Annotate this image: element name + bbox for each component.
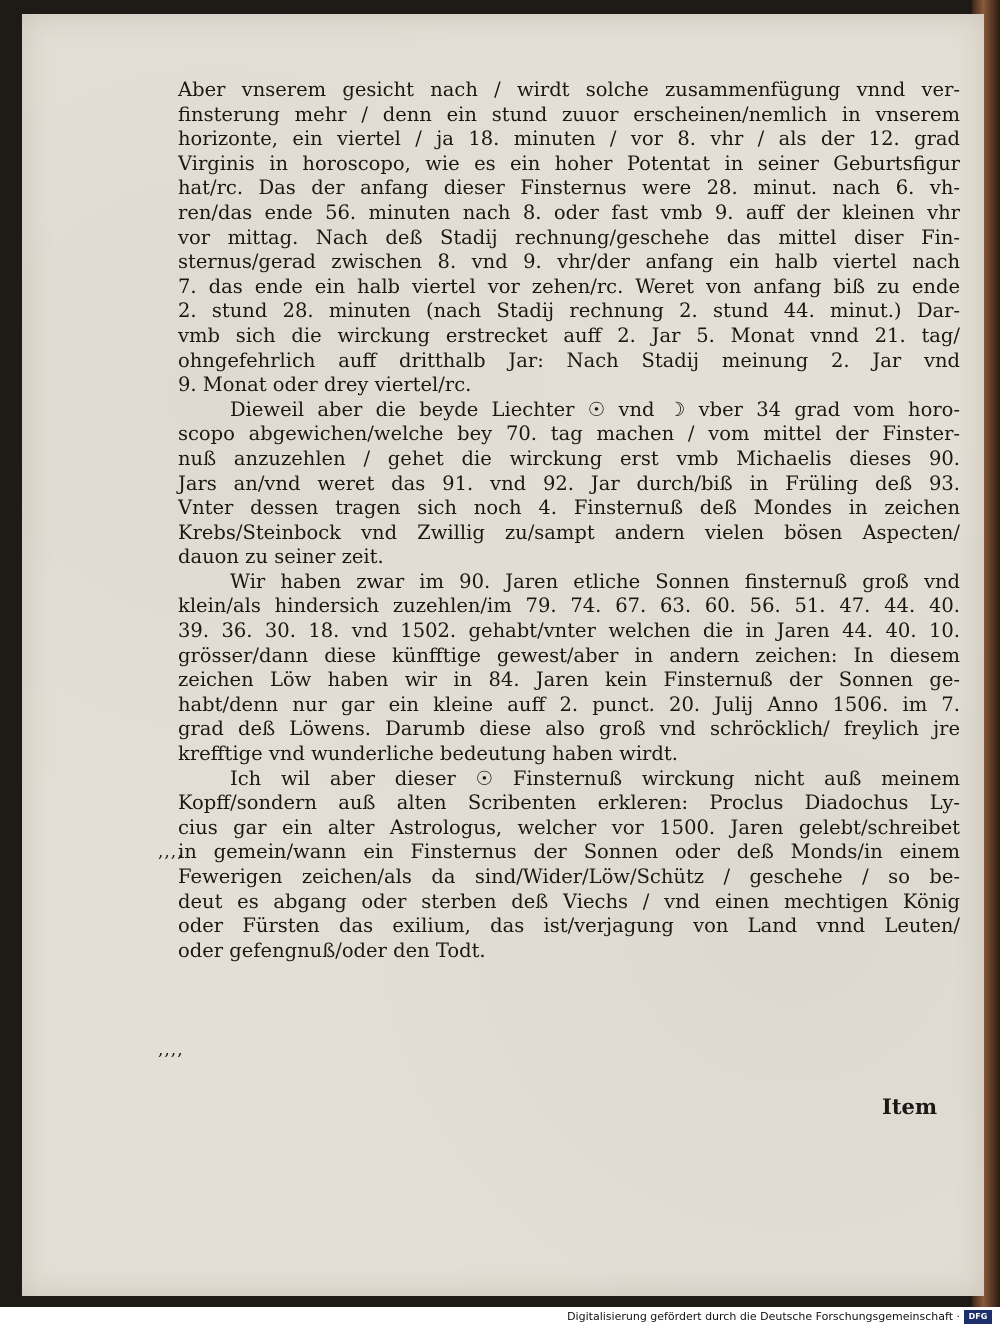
paragraph-start-line: Wir haben zwar im 90. Jaren etliche Sonnen finsternuß groß vnd [230, 569, 960, 593]
text-line: Aber vnserem gesicht nach / wirdt solche zusammenfügung vnnd ver- [178, 78, 960, 101]
text-line: Krebs/Steinbock vnd Zwillig zu/sampt andern vielen bösen Aspecten/ [178, 520, 960, 544]
text-line: 2. stund 28. minuten (nach Stadij rechnung 2. stund 44. minut.) Dar- [178, 299, 960, 323]
text-line: nuß anzuzehlen / gehet die wirckung erst vmb Michaelis dieses 90. [178, 446, 960, 470]
text-line: 9. Monat oder drey viertel/rc. [178, 373, 472, 397]
text-line: grad deß Löwens. Darumb diese also groß vnd schröcklich/ freylich jre [178, 717, 960, 741]
text-line: scopo abgewichen/welche bey 70. tag machen / vom mittel der Finster- [178, 422, 960, 446]
text-line: klein/als hindersich zuzehlen/im 79. 74. 67. 63. 60. 56. 51. 47. 44. 40. [178, 594, 960, 618]
catchword: Item [882, 1094, 938, 1119]
text-line: vmb sich die wirckung erstrecket auff 2. Jar 5. Monat vnnd 21. tag/ [178, 323, 960, 347]
text-line: Kopff/sondern auß alten Scribenten erkleren: Proclus Diadochus Ly- [178, 791, 960, 815]
text-line: deut es abgang oder sterben deß Viechs / vnd einen mechtigen König [178, 889, 960, 913]
text-line: Jars an/vnd weret das 91. vnd 92. Jar durch/biß in Früling deß 93. [178, 471, 960, 495]
text-line: Vnter dessen tragen sich noch 4. Finsternuß deß Mondes in zeichen [178, 496, 960, 520]
text-line: ohngefehrlich auff dritthalb Jar: Nach Stadij meinung 2. Jar vnd [178, 348, 960, 372]
paragraph-start-line: Dieweil aber die beyde Liechter ☉ vnd ☽ vber 34 grad vom horo- [230, 397, 960, 421]
text-line: dauon zu seiner zeit. [178, 545, 384, 569]
margin-quote-mark: ,,,, [158, 842, 184, 862]
text-line: horizonte, ein viertel / ja 18. minuten / vor 8. vhr / als der 12. grad [178, 127, 960, 151]
text-line: 39. 36. 30. 18. vnd 1502. gehabt/vnter welchen die in Jaren 44. 40. 10. [178, 619, 960, 643]
text-line: in gemein/wann ein Finsternus der Sonnen oder deß Monds/in einem [178, 840, 960, 864]
text-line: 7. das ende ein halb viertel vor zehen/rc. Weret von anfang biß zu ende [178, 274, 960, 298]
text-line: vor mittag. Nach deß Stadij rechnung/geschehe das mittel diser Fin- [178, 225, 960, 249]
text-line: finsterung mehr / denn ein stund zuuor erscheinen/nemlich in vnserem [178, 102, 960, 126]
dfg-logo: DFG [964, 1310, 992, 1324]
text-line: hat/rc. Das der anfang dieser Finsternus were 28. minut. nach 6. vh- [178, 176, 960, 200]
paragraph-start-line: Ich wil aber dieser ☉ Finsternuß wirckung nicht auß meinem [230, 766, 960, 790]
text-line: oder gefengnuß/oder den Todt. [178, 938, 486, 962]
text-line: grösser/dann diese künfftige gewest/aber in andern zeichen: In diesem [178, 643, 960, 667]
digitization-footer [0, 1307, 1000, 1328]
text-line: sternus/gerad zwischen 8. vnd 9. vhr/der anfang ein halb viertel nach [178, 250, 960, 274]
page-text [178, 78, 960, 963]
funding-credit: Digitalisierung gefördert durch die Deutsche Forschungsgemeinschaft · [567, 1310, 960, 1323]
text-line: zeichen Löw haben wir in 84. Jaren kein Finsternuß der Sonnen ge- [178, 668, 960, 692]
text-line: oder Fürsten das exilium, das ist/verjagung von Land vnnd Leuten/ [178, 914, 960, 938]
text-line: Virginis in horoscopo, wie es ein hoher Potentat in seiner Geburtsfigur [178, 151, 960, 175]
text-line: ren/das ende 56. minuten nach 8. oder fast vmb 9. auff der kleinen vhr [178, 200, 960, 224]
text-line: krefftige vnd wunderliche bedeutung haben wirdt. [178, 742, 678, 766]
text-line: cius gar ein alter Astrologus, welcher vor 1500. Jaren gelebt/schreibet [178, 815, 960, 839]
text-line: Fewerigen zeichen/als da sind/Wider/Löw/Schütz / geschehe / so be- [178, 865, 960, 888]
margin-quote-mark: ,,,, [158, 1040, 184, 1060]
text-line: habt/denn nur gar ein kleine auff 2. punct. 20. Julij Anno 1506. im 7. [178, 692, 960, 716]
